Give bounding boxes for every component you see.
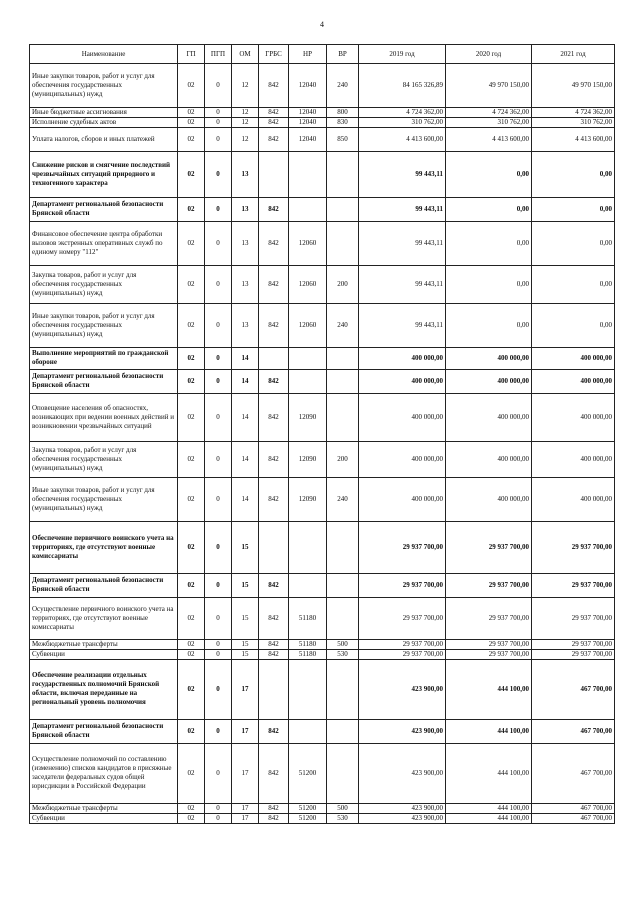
cell-nr [289, 369, 327, 393]
cell-2021: 0,00 [532, 303, 615, 347]
cell-vr: 200 [327, 441, 359, 477]
table-header [30, 45, 615, 64]
cell-pgp: 0 [205, 393, 232, 441]
table-row [30, 597, 615, 639]
cell-vr: 200 [327, 265, 359, 303]
cell-nr: 12040 [289, 127, 327, 151]
cell-2019: 423 900,00 [359, 813, 446, 823]
cell-pgp: 0 [205, 597, 232, 639]
cell-name: Закупка товаров, работ и услуг для обеспечения государственных (муниципальных) нужд [30, 265, 178, 303]
cell-name: Субвенции [30, 649, 178, 659]
cell-2019: 29 937 700,00 [359, 521, 446, 573]
table-row [30, 151, 615, 197]
cell-2021: 467 700,00 [532, 803, 615, 813]
cell-2020: 29 937 700,00 [446, 597, 532, 639]
cell-pgp: 0 [205, 639, 232, 649]
cell-2020: 0,00 [446, 197, 532, 221]
cell-om: 17 [232, 719, 259, 743]
cell-name: Межбюджетные трансферты [30, 639, 178, 649]
cell-vr [327, 369, 359, 393]
cell-vr [327, 521, 359, 573]
cell-gp: 02 [178, 441, 205, 477]
cell-name: Закупка товаров, работ и услуг для обеспечения государственных (муниципальных) нужд [30, 441, 178, 477]
cell-name: Снижение рисков и смягчение последствий чрезвычайных ситуаций природного и техногенного характера [30, 151, 178, 197]
header-gp: ГП [178, 45, 205, 64]
cell-vr [327, 597, 359, 639]
cell-name: Департамент региональной безопасности Брянской области [30, 197, 178, 221]
cell-2019: 99 443,11 [359, 265, 446, 303]
page-number: 4 [320, 20, 324, 29]
cell-2020: 400 000,00 [446, 441, 532, 477]
cell-gp: 02 [178, 369, 205, 393]
cell-pgp: 0 [205, 803, 232, 813]
cell-vr [327, 573, 359, 597]
cell-vr: 530 [327, 649, 359, 659]
cell-2021: 467 700,00 [532, 659, 615, 719]
table-row [30, 303, 615, 347]
cell-name: Департамент региональной безопасности Брянской области [30, 573, 178, 597]
cell-2021: 400 000,00 [532, 477, 615, 521]
cell-2020: 400 000,00 [446, 347, 532, 369]
cell-gp: 02 [178, 573, 205, 597]
cell-grbs: 842 [259, 639, 289, 649]
cell-pgp: 0 [205, 369, 232, 393]
cell-grbs: 842 [259, 719, 289, 743]
cell-om: 14 [232, 347, 259, 369]
cell-gp: 02 [178, 108, 205, 118]
table-row [30, 108, 615, 118]
cell-nr [289, 659, 327, 719]
cell-grbs: 842 [259, 221, 289, 265]
cell-nr: 12040 [289, 108, 327, 118]
cell-2020: 49 970 150,00 [446, 64, 532, 108]
cell-2019: 99 443,11 [359, 303, 446, 347]
cell-vr [327, 719, 359, 743]
cell-2021: 0,00 [532, 221, 615, 265]
header-grbs: ГРБС [259, 45, 289, 64]
cell-vr [327, 743, 359, 803]
header-name: Наименование [30, 45, 178, 64]
cell-grbs: 842 [259, 127, 289, 151]
cell-om: 12 [232, 64, 259, 108]
cell-gp: 02 [178, 477, 205, 521]
cell-grbs: 842 [259, 743, 289, 803]
cell-om: 17 [232, 813, 259, 823]
table-row [30, 659, 615, 719]
cell-2019: 4 724 362,00 [359, 108, 446, 118]
cell-2021: 400 000,00 [532, 369, 615, 393]
cell-nr: 12040 [289, 117, 327, 127]
cell-nr [289, 573, 327, 597]
cell-vr: 500 [327, 639, 359, 649]
cell-2019: 400 000,00 [359, 393, 446, 441]
cell-grbs [259, 521, 289, 573]
cell-gp: 02 [178, 639, 205, 649]
cell-2020: 29 937 700,00 [446, 639, 532, 649]
table-row [30, 521, 615, 573]
cell-pgp: 0 [205, 303, 232, 347]
cell-nr: 12060 [289, 221, 327, 265]
cell-grbs: 842 [259, 441, 289, 477]
table-row [30, 803, 615, 813]
cell-2021: 467 700,00 [532, 719, 615, 743]
cell-pgp: 0 [205, 347, 232, 369]
cell-nr: 12090 [289, 441, 327, 477]
table-row [30, 639, 615, 649]
cell-vr [327, 221, 359, 265]
cell-vr [327, 151, 359, 197]
cell-name: Оповещение населения об опасностях, возникающих при ведении военных действий и возникновении чрезвычайных ситуаций [30, 393, 178, 441]
cell-name: Департамент региональной безопасности Брянской области [30, 369, 178, 393]
cell-nr: 51180 [289, 639, 327, 649]
cell-2021: 4 724 362,00 [532, 108, 615, 118]
cell-vr: 530 [327, 813, 359, 823]
table-row [30, 719, 615, 743]
cell-2019: 423 900,00 [359, 743, 446, 803]
table-row [30, 649, 615, 659]
cell-vr [327, 393, 359, 441]
table-row [30, 347, 615, 369]
cell-gp: 02 [178, 221, 205, 265]
cell-grbs: 842 [259, 108, 289, 118]
cell-nr: 12090 [289, 393, 327, 441]
cell-nr [289, 521, 327, 573]
cell-2019: 99 443,11 [359, 197, 446, 221]
cell-gp: 02 [178, 649, 205, 659]
cell-name: Департамент региональной безопасности Брянской области [30, 719, 178, 743]
cell-2020: 400 000,00 [446, 477, 532, 521]
cell-2020: 29 937 700,00 [446, 649, 532, 659]
header-nr: НР [289, 45, 327, 64]
cell-om: 12 [232, 108, 259, 118]
cell-gp: 02 [178, 197, 205, 221]
cell-name: Иные закупки товаров, работ и услуг для обеспечения государственных (муниципальных) нужд [30, 64, 178, 108]
cell-vr: 500 [327, 803, 359, 813]
cell-2019: 423 900,00 [359, 719, 446, 743]
cell-om: 13 [232, 303, 259, 347]
cell-name: Выполнение мероприятий по гражданской обороне [30, 347, 178, 369]
cell-om: 13 [232, 265, 259, 303]
cell-om: 17 [232, 659, 259, 719]
cell-2020: 4 413 600,00 [446, 127, 532, 151]
cell-vr: 240 [327, 477, 359, 521]
cell-grbs [259, 151, 289, 197]
table-row [30, 127, 615, 151]
cell-pgp: 0 [205, 813, 232, 823]
cell-vr: 240 [327, 303, 359, 347]
cell-2020: 0,00 [446, 303, 532, 347]
cell-name: Обеспечение первичного воинского учета на территориях, где отсутствуют военные комиссариаты [30, 521, 178, 573]
cell-2021: 400 000,00 [532, 393, 615, 441]
cell-2019: 400 000,00 [359, 347, 446, 369]
table-row [30, 221, 615, 265]
cell-vr [327, 197, 359, 221]
cell-gp: 02 [178, 64, 205, 108]
cell-gp: 02 [178, 521, 205, 573]
cell-name: Финансовое обеспечение центра обработки вызовов экстренных оперативных служб по единому номеру "112" [30, 221, 178, 265]
cell-grbs: 842 [259, 393, 289, 441]
cell-om: 15 [232, 573, 259, 597]
cell-2019: 400 000,00 [359, 369, 446, 393]
cell-om: 17 [232, 803, 259, 813]
cell-gp: 02 [178, 813, 205, 823]
cell-pgp: 0 [205, 197, 232, 221]
cell-nr: 12090 [289, 477, 327, 521]
cell-vr: 850 [327, 127, 359, 151]
table-row [30, 197, 615, 221]
cell-pgp: 0 [205, 151, 232, 197]
cell-2020: 400 000,00 [446, 369, 532, 393]
cell-nr [289, 151, 327, 197]
cell-om: 15 [232, 597, 259, 639]
cell-name: Уплата налогов, сборов и иных платежей [30, 127, 178, 151]
cell-om: 13 [232, 221, 259, 265]
cell-name: Иные закупки товаров, работ и услуг для обеспечения государственных (муниципальных) нужд [30, 477, 178, 521]
table-row [30, 573, 615, 597]
cell-2021: 29 937 700,00 [532, 639, 615, 649]
cell-2020: 400 000,00 [446, 393, 532, 441]
cell-2019: 29 937 700,00 [359, 573, 446, 597]
cell-gp: 02 [178, 719, 205, 743]
cell-pgp: 0 [205, 573, 232, 597]
cell-nr: 51180 [289, 649, 327, 659]
cell-nr: 12060 [289, 265, 327, 303]
cell-grbs: 842 [259, 117, 289, 127]
cell-grbs: 842 [259, 597, 289, 639]
table-row [30, 477, 615, 521]
cell-om: 14 [232, 369, 259, 393]
cell-2020: 29 937 700,00 [446, 573, 532, 597]
cell-nr [289, 197, 327, 221]
cell-nr: 12060 [289, 303, 327, 347]
cell-om: 17 [232, 743, 259, 803]
cell-name: Межбюджетные трансферты [30, 803, 178, 813]
cell-pgp: 0 [205, 117, 232, 127]
cell-2019: 84 165 326,89 [359, 64, 446, 108]
cell-name: Исполнение судебных актов [30, 117, 178, 127]
cell-pgp: 0 [205, 127, 232, 151]
cell-om: 13 [232, 197, 259, 221]
cell-nr: 51200 [289, 813, 327, 823]
cell-pgp: 0 [205, 108, 232, 118]
header-2020: 2020 год [446, 45, 532, 64]
table-row [30, 117, 615, 127]
cell-2021: 29 937 700,00 [532, 521, 615, 573]
cell-gp: 02 [178, 347, 205, 369]
header-vr: ВР [327, 45, 359, 64]
cell-2019: 423 900,00 [359, 659, 446, 719]
table-row [30, 393, 615, 441]
cell-grbs: 842 [259, 64, 289, 108]
table-row [30, 265, 615, 303]
cell-name: Осуществление первичного воинского учета на территориях, где отсутствуют военные комиссариаты [30, 597, 178, 639]
cell-vr [327, 347, 359, 369]
cell-gp: 02 [178, 265, 205, 303]
cell-2021: 310 762,00 [532, 117, 615, 127]
cell-2021: 29 937 700,00 [532, 649, 615, 659]
cell-2021: 29 937 700,00 [532, 573, 615, 597]
cell-2021: 0,00 [532, 151, 615, 197]
cell-grbs: 842 [259, 803, 289, 813]
cell-pgp: 0 [205, 521, 232, 573]
cell-nr: 51200 [289, 743, 327, 803]
cell-nr [289, 347, 327, 369]
cell-om: 15 [232, 649, 259, 659]
cell-om: 13 [232, 151, 259, 197]
cell-2020: 0,00 [446, 265, 532, 303]
cell-2019: 4 413 600,00 [359, 127, 446, 151]
cell-grbs: 842 [259, 477, 289, 521]
cell-2019: 29 937 700,00 [359, 639, 446, 649]
budget-table [29, 44, 615, 824]
cell-2019: 400 000,00 [359, 477, 446, 521]
cell-2019: 29 937 700,00 [359, 597, 446, 639]
cell-grbs: 842 [259, 649, 289, 659]
cell-name: Обеспечение реализации отдельных государственных полномочий Брянской области, включая переданные на региональный уровень полномочия [30, 659, 178, 719]
cell-2021: 0,00 [532, 197, 615, 221]
cell-2021: 4 413 600,00 [532, 127, 615, 151]
table-row [30, 441, 615, 477]
cell-pgp: 0 [205, 649, 232, 659]
cell-2020: 444 100,00 [446, 813, 532, 823]
cell-nr [289, 719, 327, 743]
cell-grbs: 842 [259, 303, 289, 347]
table-row [30, 369, 615, 393]
cell-name: Иные закупки товаров, работ и услуг для обеспечения государственных (муниципальных) нужд [30, 303, 178, 347]
cell-2019: 29 937 700,00 [359, 649, 446, 659]
cell-2020: 4 724 362,00 [446, 108, 532, 118]
header-2021: 2021 год [532, 45, 615, 64]
cell-2019: 310 762,00 [359, 117, 446, 127]
cell-grbs: 842 [259, 813, 289, 823]
cell-2021: 400 000,00 [532, 347, 615, 369]
cell-2020: 0,00 [446, 221, 532, 265]
cell-pgp: 0 [205, 221, 232, 265]
header-pgp: ПГП [205, 45, 232, 64]
table-row [30, 64, 615, 108]
cell-2020: 444 100,00 [446, 659, 532, 719]
cell-grbs: 842 [259, 265, 289, 303]
cell-2021: 467 700,00 [532, 813, 615, 823]
cell-2021: 0,00 [532, 265, 615, 303]
cell-2021: 467 700,00 [532, 743, 615, 803]
cell-name: Иные бюджетные ассигнования [30, 108, 178, 118]
cell-pgp: 0 [205, 477, 232, 521]
cell-name: Осуществление полномочий по составлению (изменению) списков кандидатов в присяжные заседатели федеральных судов общей юрисдикции в Российской Федерации [30, 743, 178, 803]
cell-gp: 02 [178, 151, 205, 197]
cell-2020: 444 100,00 [446, 743, 532, 803]
cell-vr: 240 [327, 64, 359, 108]
cell-om: 14 [232, 441, 259, 477]
cell-2019: 400 000,00 [359, 441, 446, 477]
table-body [30, 64, 615, 824]
cell-gp: 02 [178, 393, 205, 441]
cell-gp: 02 [178, 117, 205, 127]
cell-grbs: 842 [259, 197, 289, 221]
header-2019: 2019 год [359, 45, 446, 64]
cell-om: 15 [232, 639, 259, 649]
cell-nr: 51180 [289, 597, 327, 639]
cell-vr [327, 659, 359, 719]
cell-pgp: 0 [205, 719, 232, 743]
cell-2020: 444 100,00 [446, 803, 532, 813]
cell-om: 15 [232, 521, 259, 573]
cell-om: 12 [232, 117, 259, 127]
table-row [30, 743, 615, 803]
cell-pgp: 0 [205, 659, 232, 719]
cell-2020: 444 100,00 [446, 719, 532, 743]
cell-pgp: 0 [205, 743, 232, 803]
cell-gp: 02 [178, 803, 205, 813]
cell-grbs: 842 [259, 573, 289, 597]
table-row [30, 813, 615, 823]
cell-gp: 02 [178, 743, 205, 803]
cell-om: 14 [232, 477, 259, 521]
cell-2019: 99 443,11 [359, 151, 446, 197]
cell-2020: 0,00 [446, 151, 532, 197]
cell-2019: 99 443,11 [359, 221, 446, 265]
cell-om: 12 [232, 127, 259, 151]
cell-nr: 51200 [289, 803, 327, 813]
cell-2021: 400 000,00 [532, 441, 615, 477]
cell-pgp: 0 [205, 64, 232, 108]
cell-2019: 423 900,00 [359, 803, 446, 813]
cell-grbs [259, 659, 289, 719]
cell-2021: 49 970 150,00 [532, 64, 615, 108]
cell-vr: 830 [327, 117, 359, 127]
cell-om: 14 [232, 393, 259, 441]
cell-name: Субвенции [30, 813, 178, 823]
cell-gp: 02 [178, 597, 205, 639]
cell-gp: 02 [178, 127, 205, 151]
cell-2021: 29 937 700,00 [532, 597, 615, 639]
cell-pgp: 0 [205, 265, 232, 303]
cell-grbs: 842 [259, 369, 289, 393]
cell-2020: 29 937 700,00 [446, 521, 532, 573]
cell-vr: 800 [327, 108, 359, 118]
cell-gp: 02 [178, 659, 205, 719]
cell-nr: 12040 [289, 64, 327, 108]
cell-gp: 02 [178, 303, 205, 347]
cell-grbs [259, 347, 289, 369]
cell-2020: 310 762,00 [446, 117, 532, 127]
cell-pgp: 0 [205, 441, 232, 477]
header-om: ОМ [232, 45, 259, 64]
